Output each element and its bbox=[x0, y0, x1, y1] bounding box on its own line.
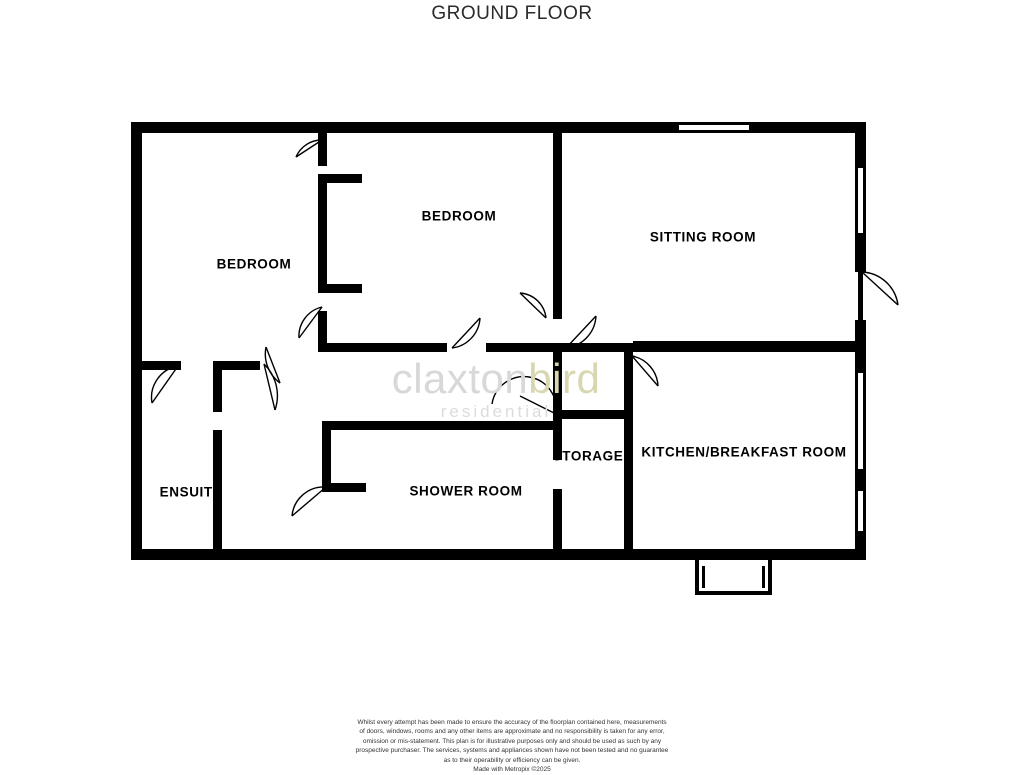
disclaimer-credit: Made with Metropix ©2025 bbox=[473, 766, 551, 774]
disclaimer-line: as to their operability or efficiency can be given. bbox=[443, 756, 581, 764]
watermark-subtitle: residential bbox=[440, 402, 552, 421]
exterior-walls bbox=[131, 122, 866, 595]
room-label-shower-room: SHOWER ROOM bbox=[409, 483, 523, 499]
door-swings bbox=[152, 140, 898, 516]
room-label-bedroom-left: BEDROOM bbox=[216, 256, 292, 272]
page-title: GROUND FLOOR bbox=[431, 3, 593, 24]
watermark-text-secondary: bird bbox=[528, 355, 601, 402]
disclaimer-line: Whilst every attempt has been made to ensure the accuracy of the floorplan contained here, measurements bbox=[357, 719, 667, 726]
watermark-text-primary: claxton bbox=[391, 355, 529, 402]
room-label-sitting-room: SITTING ROOM bbox=[649, 229, 757, 245]
room-label-storage: STORAGE bbox=[552, 448, 624, 464]
disclaimer-line: of doors, windows, rooms and any other items are approximate and no responsibility is taken for any error, bbox=[359, 728, 665, 736]
room-label-bedroom-middle: BEDROOM bbox=[421, 208, 497, 224]
disclaimer-line: prospective purchaser. The services, systems and appliances shown have not been tested and no guarantee bbox=[355, 747, 669, 755]
disclaimer-line: omission or mis-statement. This plan is for illustrative purposes only and should be used as such by any bbox=[362, 737, 662, 745]
room-label-ensuite: ENSUITE bbox=[159, 484, 223, 500]
disclaimer-text bbox=[0, 718, 1024, 775]
room-label-kitchen-breakfast-room: KITCHEN/BREAKFAST ROOM bbox=[641, 444, 847, 460]
